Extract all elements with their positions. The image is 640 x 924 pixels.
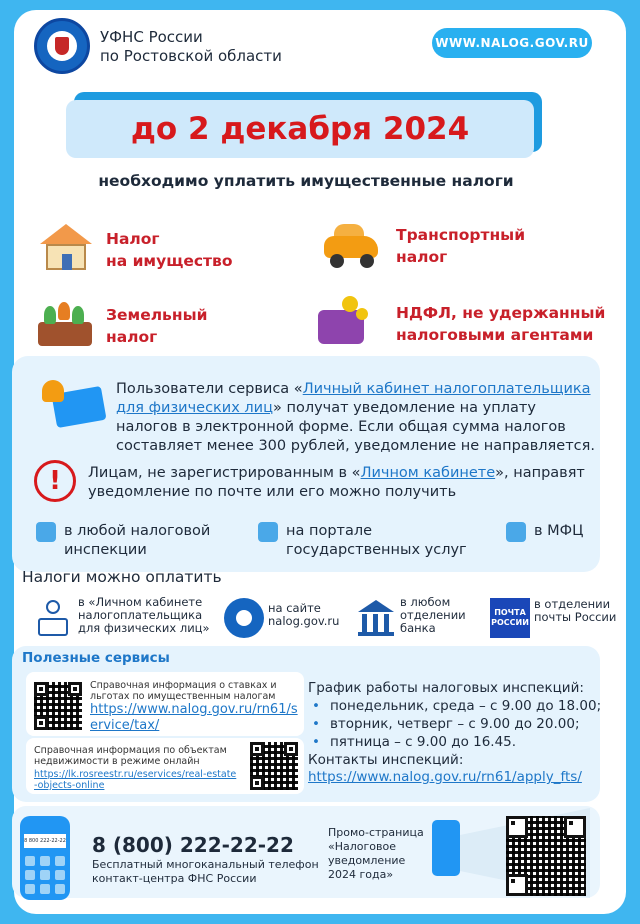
tax-land xyxy=(34,296,294,356)
option-gosuslugi-line2: государственных услуг xyxy=(286,542,467,558)
checkbox-square-icon xyxy=(506,522,526,542)
option-gosuslugi-line1: на портале xyxy=(286,523,373,539)
hotline-description xyxy=(92,858,319,886)
warning-icon: ! xyxy=(34,460,76,502)
phone-screen-text: 8 800 222-22-22 xyxy=(24,834,66,848)
org-line-1: УФНС России xyxy=(100,28,203,46)
tax-property-line2: на имущество xyxy=(106,252,233,270)
option-mfc-text: в МФЦ xyxy=(534,523,584,539)
tax-transport-label xyxy=(396,224,525,268)
lk-short-link[interactable]: Личном кабинете xyxy=(360,465,496,481)
tax-ndfl-label xyxy=(396,302,605,346)
promo-phone-icon xyxy=(432,820,460,876)
pay-method-post xyxy=(490,596,620,646)
rosreestr-link[interactable]: https://lk.rosreestr.ru/eservices/real-estate-objects-online xyxy=(34,769,237,791)
pay-method-lk-line: для физических лиц» xyxy=(78,621,210,635)
pay-method-bank-line: в любом xyxy=(400,595,451,609)
house-icon xyxy=(34,220,96,278)
lk-link[interactable]: Личный кабинет налогоплательщика для физических лиц xyxy=(116,381,591,416)
tax-property-line1: Налог xyxy=(106,230,160,248)
rates-text: Справочная информация о ставках и льготах по имущественным налогам xyxy=(90,680,277,702)
pay-method-bank-text xyxy=(400,596,466,635)
qr-code-rates[interactable] xyxy=(34,682,82,730)
deadline-banner: до 2 декабря 2024 xyxy=(66,100,534,158)
car-icon xyxy=(320,216,382,274)
promo-line: 2024 года» xyxy=(328,868,394,881)
hotline-number[interactable]: 8 (800) 222-22-22 xyxy=(92,833,294,857)
lk-notice-suffix: » получат уведомление на уплату налогов в электронной форме. Если общая сумма налогов составляет менее 300 рублей, уведомление не направляется. xyxy=(116,400,595,454)
phone-icon xyxy=(20,816,70,900)
lk-notice-prefix: Пользователи сервиса « xyxy=(116,381,303,397)
pay-method-site xyxy=(224,596,344,646)
hotline-description-line1: Бесплатный многоканальный телефон xyxy=(92,858,319,871)
tax-transport-line1: Транспортный xyxy=(396,226,526,244)
fns-seal-icon xyxy=(224,598,264,638)
pay-method-lk-line: в «Личном кабинете xyxy=(78,595,203,609)
pay-method-site-text xyxy=(268,602,339,628)
tax-land-line1: Земельный xyxy=(106,306,208,324)
rosreestr-text: Справочная информация по объектам недвижимости в режиме онлайн xyxy=(34,745,227,767)
contacts-title: Контакты инспекций: xyxy=(308,752,464,768)
qr-code-rosreestr[interactable] xyxy=(250,742,298,790)
mail-notice xyxy=(88,464,598,502)
schedule-title: График работы налоговых инспекций: xyxy=(308,680,584,696)
org-name xyxy=(100,28,282,66)
org-line-2: по Ростовской области xyxy=(100,47,282,65)
pay-method-bank-line: отделении xyxy=(400,608,466,622)
pay-method-bank-line: банка xyxy=(400,621,436,635)
pay-method-lk-text xyxy=(78,596,210,635)
schedule-item: • пятница – с 9.00 до 16.45. xyxy=(312,733,601,751)
pay-method-site-line: на сайте xyxy=(268,601,321,615)
tax-transport-line2: налог xyxy=(396,248,448,266)
promo-text xyxy=(328,826,424,882)
pay-title: Налоги можно оплатить xyxy=(22,568,222,586)
wallet-icon xyxy=(312,292,374,350)
tax-ndfl xyxy=(312,292,612,352)
schedule-item: • вторник, четверг – с 9.00 до 20.00; xyxy=(312,715,601,733)
garden-icon xyxy=(34,296,96,354)
tax-property xyxy=(34,220,294,280)
notification-panel xyxy=(12,356,600,572)
pay-method-post-text xyxy=(534,598,616,624)
tax-ndfl-line2: налоговыми агентами xyxy=(396,326,594,344)
person-laptop-icon xyxy=(34,598,74,638)
tax-transport xyxy=(320,216,600,276)
hotline-description-line2: контакт-центра ФНС России xyxy=(92,872,257,885)
option-gosuslugi-text xyxy=(286,522,467,560)
tax-land-line2: налог xyxy=(106,328,158,346)
checkbox-square-icon xyxy=(36,522,56,542)
promo-line: Промо-страница xyxy=(328,826,424,839)
banner-subtitle: необходимо уплатить имущественные налоги xyxy=(98,172,514,190)
tax-ndfl-line1: НДФЛ, не удержанный xyxy=(396,304,606,322)
fns-emblem-icon xyxy=(34,18,90,74)
mail-notice-prefix: Лицам, не зарегистрированным в « xyxy=(88,465,361,481)
bank-icon xyxy=(356,598,396,638)
tax-property-label xyxy=(106,228,232,272)
rates-link[interactable]: https://www.nalog.gov.ru/rn61/service/tax/ xyxy=(90,702,298,733)
russian-post-icon: ПОЧТА РОССИИ xyxy=(490,598,530,638)
pay-method-post-line: почты России xyxy=(534,610,617,624)
qr-code-promo[interactable] xyxy=(506,816,586,896)
mail-notice-suffix: », направят уведомление по почте или его можно получить xyxy=(88,465,585,500)
services-title: Полезные сервисы xyxy=(22,650,170,666)
pay-method-site-line: nalog.gov.ru xyxy=(268,614,340,628)
schedule-item: • понедельник, среда – с 9.00 до 18.00; xyxy=(312,697,601,715)
lk-notice xyxy=(116,380,602,456)
envelope-bell-icon xyxy=(42,380,106,428)
schedule-list xyxy=(312,697,601,751)
tax-land-label xyxy=(106,304,207,348)
checkbox-square-icon xyxy=(258,522,278,542)
website-button[interactable]: WWW.NALOG.GOV.RU xyxy=(432,28,592,58)
option-tax-office-line2: инспекции xyxy=(64,542,147,558)
pay-method-bank xyxy=(356,596,476,646)
pay-method-lk xyxy=(34,596,214,646)
promo-line: уведомление xyxy=(328,854,406,867)
promo-line: «Налоговое xyxy=(328,840,396,853)
option-tax-office-line1: в любой налоговой xyxy=(64,523,211,539)
pay-method-post-line: в отделении xyxy=(534,597,611,611)
option-tax-office-text xyxy=(64,522,210,560)
pay-method-lk-line: налогоплательщика xyxy=(78,608,203,622)
contacts-link[interactable]: https://www.nalog.gov.ru/rn61/apply_fts/ xyxy=(308,769,582,785)
